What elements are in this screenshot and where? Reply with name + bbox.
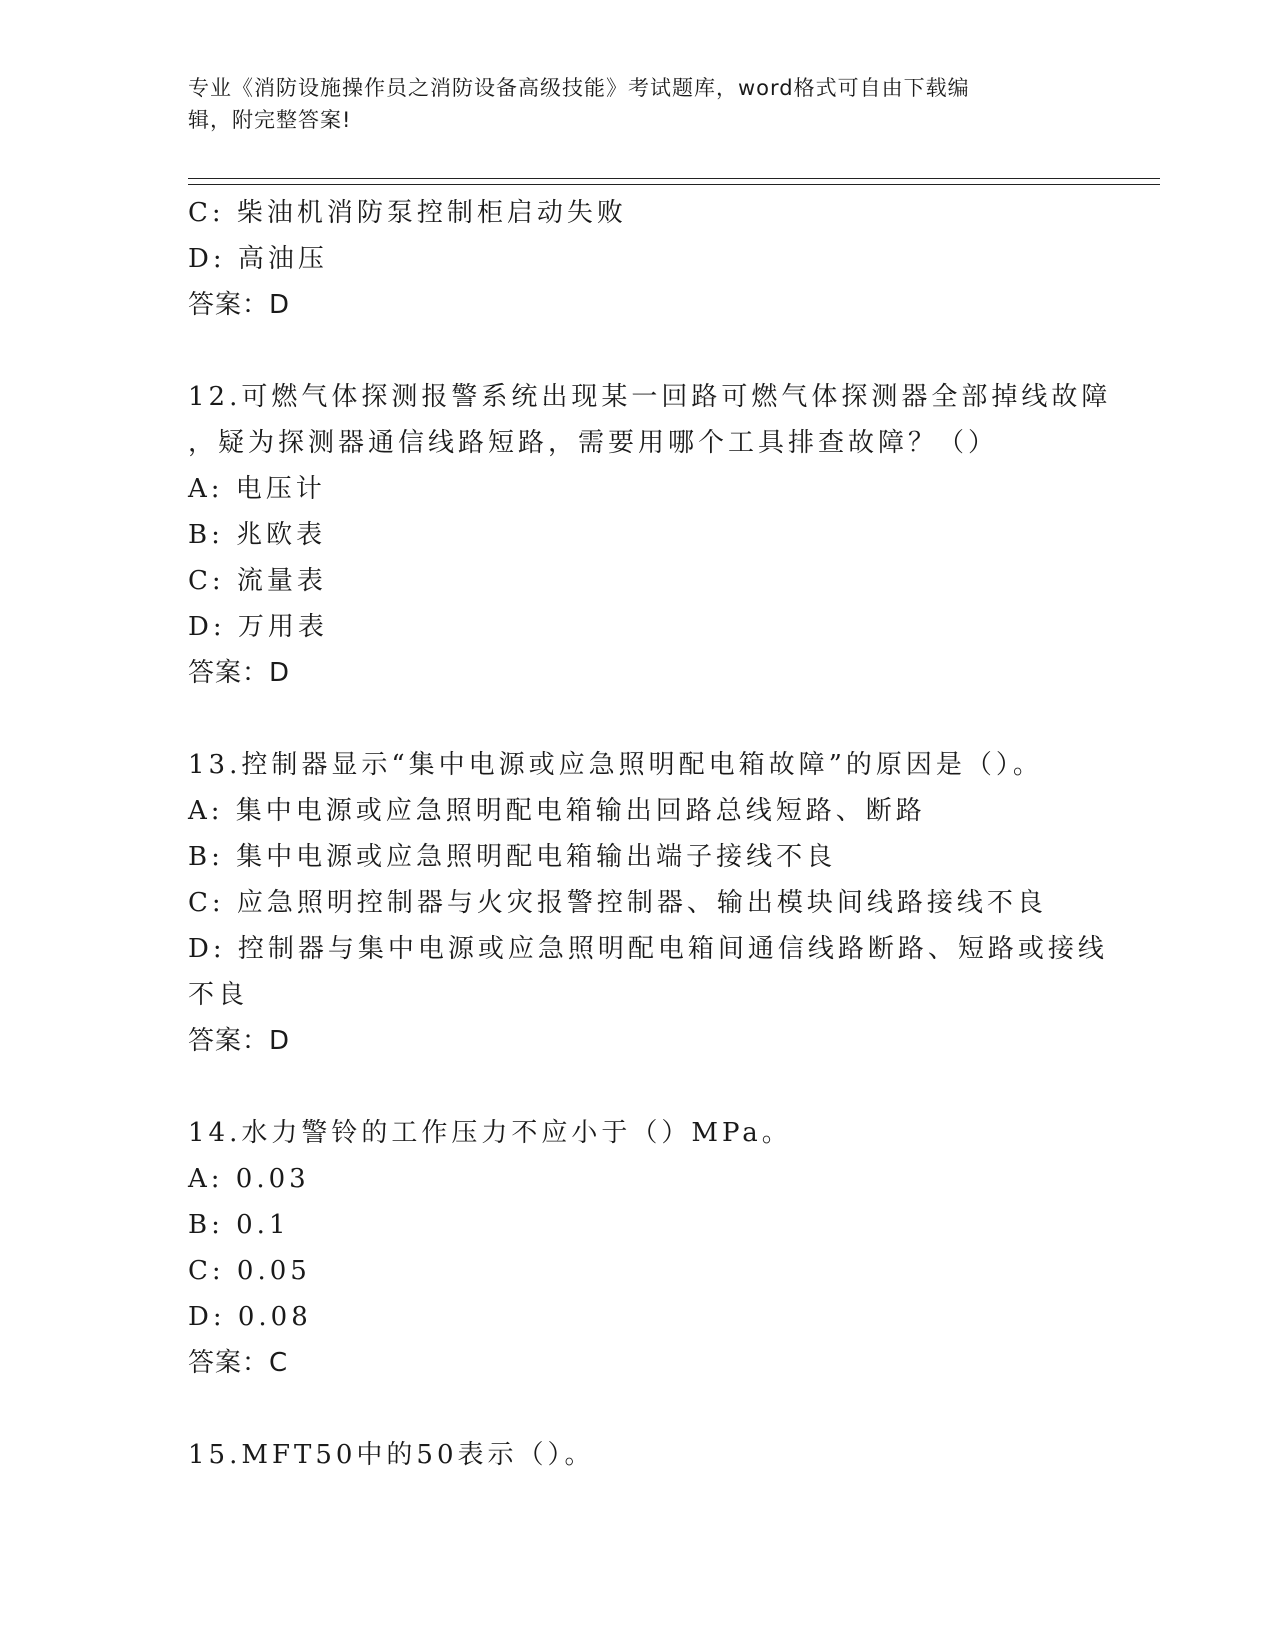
question-stem: 15.MFT50中的50表示（）。 bbox=[188, 1440, 595, 1470]
option-d-line-2: 不良 bbox=[188, 980, 249, 1010]
question-stem-line-1: 12.可燃气体探测报警系统出现某一回路可燃气体探测器全部掉线故障 bbox=[188, 382, 1112, 412]
header-line-2: 辑，附完整答案! bbox=[188, 108, 352, 132]
option-a: A: 电压计 bbox=[188, 474, 326, 504]
option-a: A: 集中电源或应急照明配电箱输出回路总线短路、断路 bbox=[188, 796, 926, 826]
option-d: D: 万用表 bbox=[188, 612, 328, 642]
option-b: B: 0.1 bbox=[188, 1210, 290, 1240]
question-12 bbox=[188, 374, 1112, 696]
spacer bbox=[188, 328, 1088, 374]
document-header bbox=[188, 72, 1088, 136]
header-divider-top bbox=[188, 178, 1160, 179]
spacer bbox=[188, 1386, 1088, 1432]
question-stem: 13.控制器显示“集中电源或应急照明配电箱故障”的原因是（）。 bbox=[188, 750, 1043, 780]
option-b: B: 集中电源或应急照明配电箱输出端子接线不良 bbox=[188, 842, 837, 872]
option-d: D: 高油压 bbox=[188, 244, 328, 274]
option-d: D: 0.08 bbox=[188, 1302, 312, 1332]
answer: 答案：D bbox=[188, 1026, 291, 1056]
option-c: C: 柴油机消防泵控制柜启动失败 bbox=[188, 198, 627, 228]
question-stem: 14.水力警铃的工作压力不应小于（）MPa。 bbox=[188, 1118, 792, 1148]
answer: 答案：D bbox=[188, 658, 291, 688]
option-b: B: 兆欧表 bbox=[188, 520, 327, 550]
option-c: C: 0.05 bbox=[188, 1256, 311, 1286]
header-divider-bottom bbox=[188, 184, 1160, 185]
spacer bbox=[188, 1064, 1088, 1110]
question-list bbox=[188, 190, 1112, 1478]
question-13 bbox=[188, 742, 1108, 1064]
question-stem-line-2: ，疑为探测器通信线路短路，需要用哪个工具排查故障？（） bbox=[188, 428, 999, 458]
answer: 答案：C bbox=[188, 1348, 289, 1378]
option-c: C: 流量表 bbox=[188, 566, 327, 596]
answer: 答案：D bbox=[188, 290, 291, 320]
question-15 bbox=[188, 1432, 1088, 1478]
question-11-continued bbox=[188, 190, 1088, 328]
option-d-line-1: D: 控制器与集中电源或应急照明配电箱间通信线路断路、短路或接线 bbox=[188, 934, 1108, 964]
option-c: C: 应急照明控制器与火灾报警控制器、输出模块间线路接线不良 bbox=[188, 888, 1047, 918]
question-14 bbox=[188, 1110, 1088, 1386]
spacer bbox=[188, 696, 1088, 742]
header-line-1: 专业《消防设施操作员之消防设备高级技能》考试题库，word格式可自由下载编 bbox=[188, 76, 970, 100]
option-a: A: 0.03 bbox=[188, 1164, 310, 1194]
